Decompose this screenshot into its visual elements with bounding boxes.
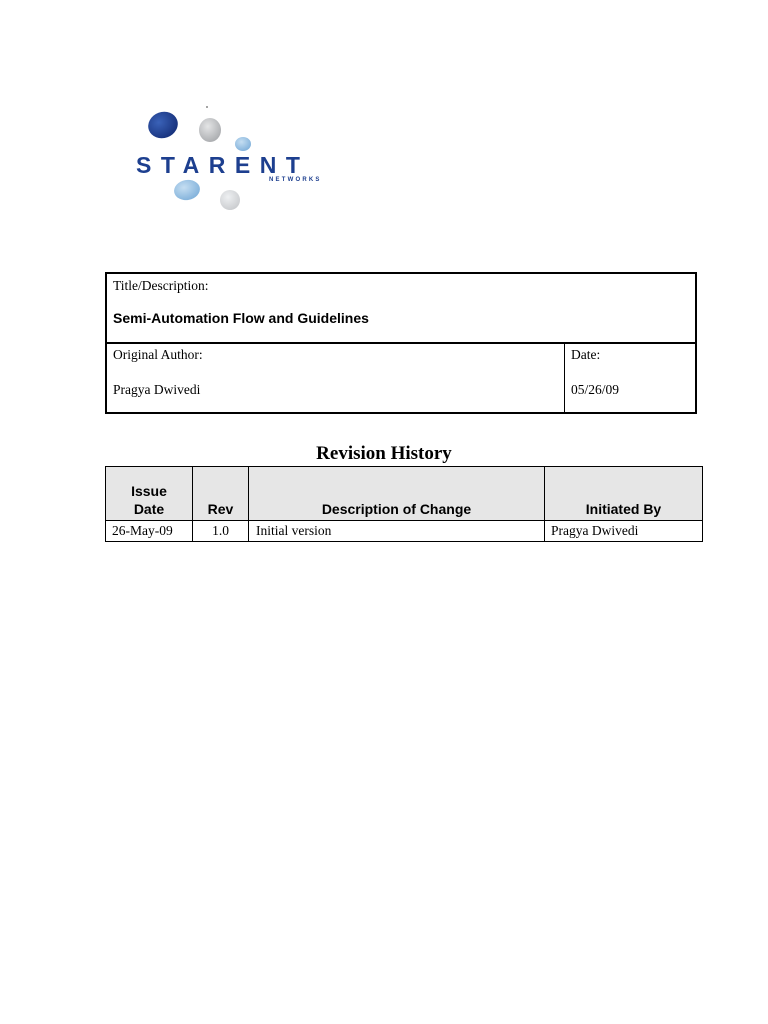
title-row xyxy=(107,274,695,344)
title-label: Title/Description: xyxy=(113,278,209,293)
column-header-description-label: Description of Change xyxy=(321,501,472,517)
cell-initiated-by: Pragya Dwivedi xyxy=(551,523,639,538)
revision-table-header xyxy=(105,466,703,521)
document-info-table xyxy=(105,272,697,414)
author-value: Pragya Dwivedi xyxy=(113,382,201,397)
column-header-initiated-by xyxy=(545,467,702,520)
starent-logo xyxy=(132,104,332,214)
column-header-rev-label: Rev xyxy=(207,501,234,517)
date-value: 05/26/09 xyxy=(571,382,620,397)
column-header-issue-line1: Issue xyxy=(131,483,167,499)
date-cell xyxy=(565,344,695,412)
column-header-issue-date xyxy=(106,467,193,520)
logo-subtitle-text: NETWORKS xyxy=(269,177,322,183)
column-header-description xyxy=(249,467,545,520)
cell-description: Initial version xyxy=(249,521,545,541)
logo-brand-text: STARENT xyxy=(136,152,310,178)
revision-history-heading: Revision History xyxy=(316,443,452,464)
table-row xyxy=(105,520,703,542)
column-header-issue-line2: Date xyxy=(133,501,165,517)
column-header-rev xyxy=(193,467,249,520)
author-label: Original Author: xyxy=(113,347,203,362)
author-cell xyxy=(107,344,565,412)
revision-table xyxy=(105,466,703,543)
cell-rev: 1.0 xyxy=(193,521,249,541)
document-title: Semi-Automation Flow and Guidelines xyxy=(113,310,369,326)
date-label: Date: xyxy=(571,347,601,362)
column-header-initiated-label: Initiated By xyxy=(585,501,662,517)
cell-issue-date: 26-May-09 xyxy=(106,521,193,541)
